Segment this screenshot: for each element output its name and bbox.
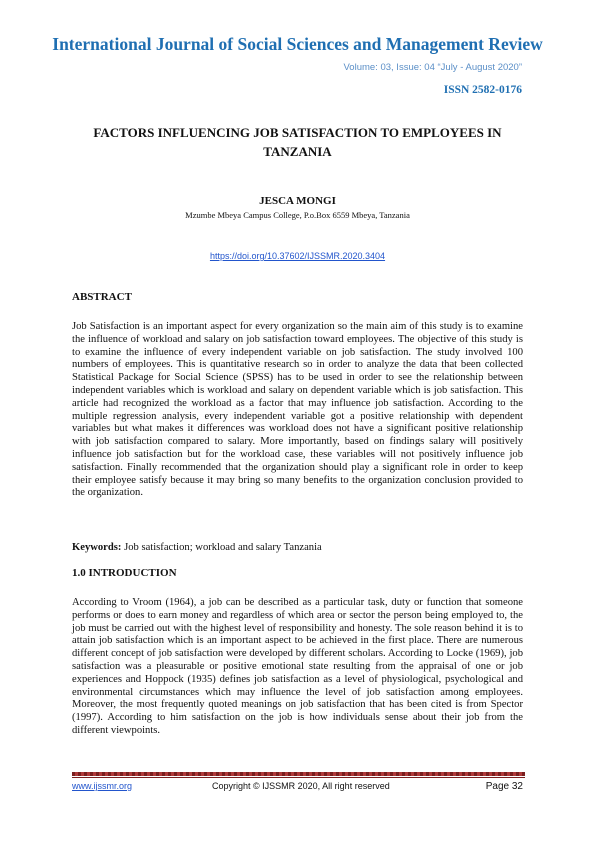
introduction-heading: 1.0 INTRODUCTION [72, 567, 177, 579]
footer-site-link[interactable]: www.ijssmr.org [72, 781, 133, 791]
keywords-text: Job satisfaction; workload and salary Tanzania [121, 542, 322, 553]
page-number: Page 32 [485, 781, 523, 792]
keywords-label: Keywords: [72, 542, 122, 553]
keywords [72, 542, 322, 553]
doi-link[interactable]: https://doi.org/10.37602/IJSSMR.2020.3404 [209, 251, 386, 261]
volume-issue: Volume: 03, Issue: 04 “July - August 2020” [343, 62, 522, 73]
introduction-text: According to Vroom (1964), a job can be described as a particular task, duty or function that someone performs or does to earn money and regardless of which area or sector the person being employed to, the job must be carried out with the highest level of responsibility and honesty. The sole reason behind it is to attain job satisfaction which is an important aspect to be achieved in the first place. There are numerous different concept of job satisfaction were developed by different scholars. According to Locke (1969), job satisfaction was a pleasurable or positive emotional state resulting from the appraisal of one or job experiences and Hoppock (1935) defines job satisfaction as a level of physiological, psychological and environmental circumstances which may influence the level of job satisfaction among employees. Moreover, the most frequently quoted meanings on job satisfaction that has been cited is from Spector (1997). According to him satisfaction on the job is how individuals sense about their job from the different viewpoints. [72, 597, 523, 736]
footer-copyright: Copyright © IJSSMR 2020, All right reserved [212, 781, 390, 791]
footer-rule-thin [72, 777, 525, 778]
issn: ISSN 2582-0176 [443, 84, 522, 96]
footer-rule [72, 772, 525, 776]
abstract-text: Job Satisfaction is an important aspect for every organization so the main aim of this study is to examine the influence of workload and salary on job satisfaction toward employees. The objective of this study is to examine the influence of every independent variable on job satisfaction. The study involved 100 numbers of employees. This is quantitative research so in order to analyze the data that been collected Statistical Package for Social Science (SPSS) has to be used in order to see the relationship between independent variables which is workload and salary on dependent variable which is job satisfaction. This article had recognized the workload as a factor that may influence job satisfaction. According to the multiple regression analysis, every independent variable got a positive relationship with dependent variables but what makes it differences was workload does not have a significant positive relationship with job satisfaction compared to salary. More importantly, based on findings salary will positively influence job satisfaction but for the workload case, these variables will not positively influence job satisfaction. Finally recommended that the organization should play a significant role in order to keep their employee satisfy because it may bring so many benefits to the organization conclusion provided to the organization. [72, 321, 523, 499]
abstract-heading: ABSTRACT [72, 291, 132, 303]
journal-title: International Journal of Social Sciences and Management Review [52, 34, 543, 54]
article-title: FACTORS INFLUENCING JOB SATISFACTION TO EMPLOYEES IN TANZANIA [93, 125, 502, 159]
author-name: JESCA MONGI [259, 195, 336, 207]
author-affiliation: Mzumbe Mbeya Campus College, P.o.Box 6559 Mbeya, Tanzania [185, 210, 410, 220]
